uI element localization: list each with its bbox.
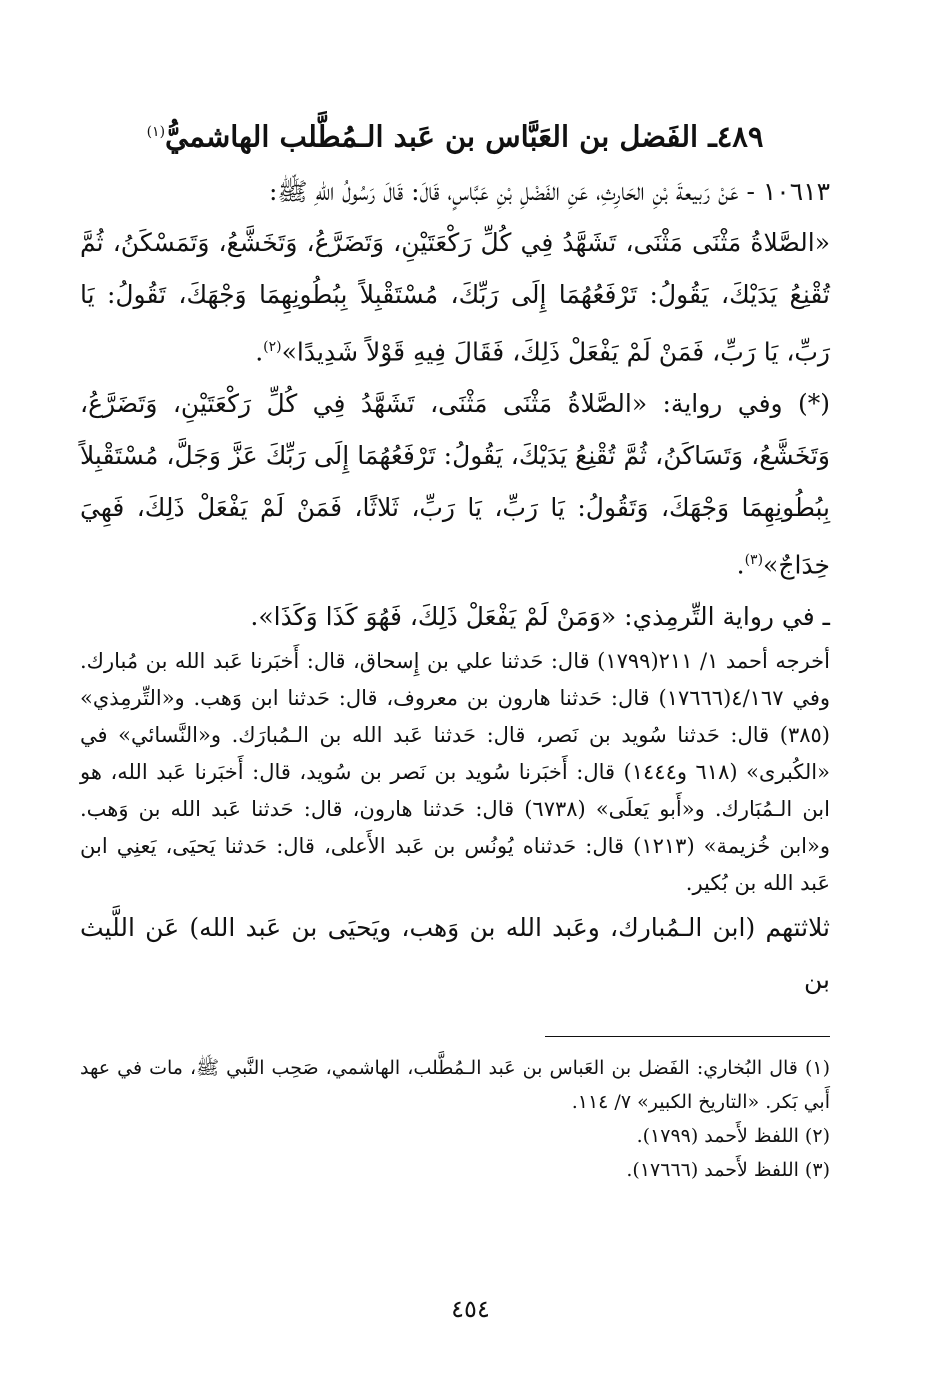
takhrij-paragraph: أخرجه أحمد ١/ ٢١١(١٧٩٩) قال: حَدثنا علي بن إِسحاق، قال: أَخبَرنا عَبد الله بن مُبارك. وفي ٤/١٦٧(١٧٦٦٦) قال: حَدثنا هارون بن معروف، قال: حَدثنا ابن وَهب. و«التِّرمِذي» (٣٨٥) قال: حَدثنا سُويد بن نَصر، قال: حَدثنا عَبد الله بن الـمُبارَك. و«النَّسائي» في «الكُبرى» (٦١٨ و١٤٤٤) قال: أَخبَرنا سُويد بن نَصر بن سُويد، قال: أَخبَرنا عَبد الله، هو ابن الـمُبَارك. و«أَبو يَعلَى» (٦٧٣٨) قال: حَدثنا هارون، قال: حَدثنا عَبد الله بن وَهب. و«ابن خُزيمة» (١٢١٣) قال: حَدثناه يُونُس بن عَبد الأَعلى، قال: حَدثنا يَحيَى، يَعنِي ابن عَبد الله بن بُكير.	[80, 649, 831, 896]
thalathatuhum-line: ثلاثتهم (ابن الـمُبارك، وعَبد الله بن وَهب، ويَحيَى بن عَبد الله) عَن اللَّيث بن	[80, 913, 830, 995]
footnotes	[80, 1051, 830, 1187]
footnote-item: (١) قال البُخاري: الفَضل بن العَباس بن عَبد الـمُطَّلب، الهاشمي، صَحِب النَّبي ﷺ، مات في عهد أَبي بَكر. «التاريخ الكبير» ٧/ ١١٤.	[80, 1057, 830, 1114]
page-body	[80, 108, 830, 1187]
riwaya-paragraph: (*) وفي رواية: «الصَّلاةُ مَثْنَى مَثْنَى، تَشَهَّدُ فِي كُلِّ رَكْعَتَيْنِ، وَتَضَرَّعُ، وَتَخَشَّعُ، وَتَسَاكَنُ، ثُمَّ تُقْنِعُ يَدَيْكَ، يَقُولُ: تَرْفَعُهُمَا إِلَى رَبِّكَ عَزَّ وَجَلَّ، مُسْتَقْبِلاً بِبُطُونِهِمَا وَجْهَكَ، وَتَقُولُ: يَا رَبِّ، يَا رَبِّ، ثَلاثًا، فَمَنْ لَمْ يَفْعَلْ ذَلِكَ، فَهِيَ خِدَاجٌ»$^{(٣)}$.	[80, 388, 830, 580]
footnote-item: (٣) اللفظ لأَحمد (١٧٦٦٦).	[626, 1159, 830, 1182]
hadith-text: «الصَّلاةُ مَثْنَى مَثْنَى، تَشَهَّدُ فِي كُلِّ رَكْعَتَيْنِ، وَتَضَرَّعُ، وَتَخَشَّعُ، وَتَمَسْكَنُ، ثُمَّ تُقْنِعُ يَدَيْكَ، يَقُولُ: تَرْفَعُهُمَا إِلَى رَبِّكَ، مُسْتَقْبِلاً بِبُطُونِهِمَا وَجْهَكَ، تَقُولُ: يَا رَبِّ، يَا رَبِّ، فَمَنْ لَمْ يَفْعَلْ ذَلِكَ، فَقَالَ فِيهِ قَوْلاً شَدِيدًا»$^{(٢)}$.	[80, 227, 830, 366]
chapter-title	[80, 108, 830, 161]
chapter-title-text: ٤٨٩ـ الفَضل بن العَبَّاس بن عَبد الـمُطَّلب الهاشميُّ	[165, 119, 764, 154]
riwaya-text: (*) وفي رواية: «الصَّلاةُ مَثْنَى مَثْنَى، تَشَهَّدُ فِي كُلِّ رَكْعَتَيْنِ، وَتَضَرَّعُ، وَتَخَشَّعُ، وَتَسَاكَنُ، ثُمَّ تُقْنِعُ يَدَيْكَ، يَقُولُ: تَرْفَعُهُمَا إِلَى رَبِّكَ عَزَّ وَجَلَّ، مُسْتَقْبِلاً بِبُطُونِهِمَا وَجْهَكَ، وَتَقُولُ: يَا رَبِّ، يَا رَبِّ، ثَلاثًا، فَمَنْ لَمْ يَفْعَلْ ذَلِكَ، فَهِيَ خِدَاجٌ»	[80, 388, 830, 580]
riwaya-footnote-marker: (٣)	[744, 551, 764, 568]
tirmidhi-paragraph: ـ في رواية التِّرمِذي: «وَمَنْ لَمْ يَفْعَلْ ذَلِكَ، فَهُوَ كَذَا وَكَذَا».	[250, 602, 830, 632]
title-footnote-marker: (١)	[146, 124, 166, 140]
footnote-item: (٢) اللفظ لأَحمد (١٧٩٩).	[636, 1125, 830, 1148]
page-number: ٤٥٤	[451, 1295, 490, 1323]
footnote-separator	[545, 1036, 830, 1037]
hadith-footnote-marker: (٢)	[263, 338, 282, 355]
hadith-intro: ١٠٦١٣ - عَنْ رَبيعةَ بْنِ الحَارِثِ، عَنِ الفَضْلِ بْنِ عَبَّاسٍ، قَالَ: قَالَ رَسُولُ اللهِ ﷺ:	[268, 176, 830, 206]
hadith-text-body: «الصَّلاةُ مَثْنَى مَثْنَى، تَشَهَّدُ فِي كُلِّ رَكْعَتَيْنِ، وَتَضَرَّعُ، وَتَخَشَّعُ، وَتَمَسْكَنُ، ثُمَّ تُقْنِعُ يَدَيْكَ، يَقُولُ: تَرْفَعُهُمَا إِلَى رَبِّكَ، مُسْتَقْبِلاً بِبُطُونِهِمَا وَجْهَكَ، تَقُولُ: يَا رَبِّ، يَا رَبِّ، فَمَنْ لَمْ يَفْعَلْ ذَلِكَ، فَقَالَ فِيهِ قَوْلاً شَدِيدًا»	[80, 227, 830, 366]
